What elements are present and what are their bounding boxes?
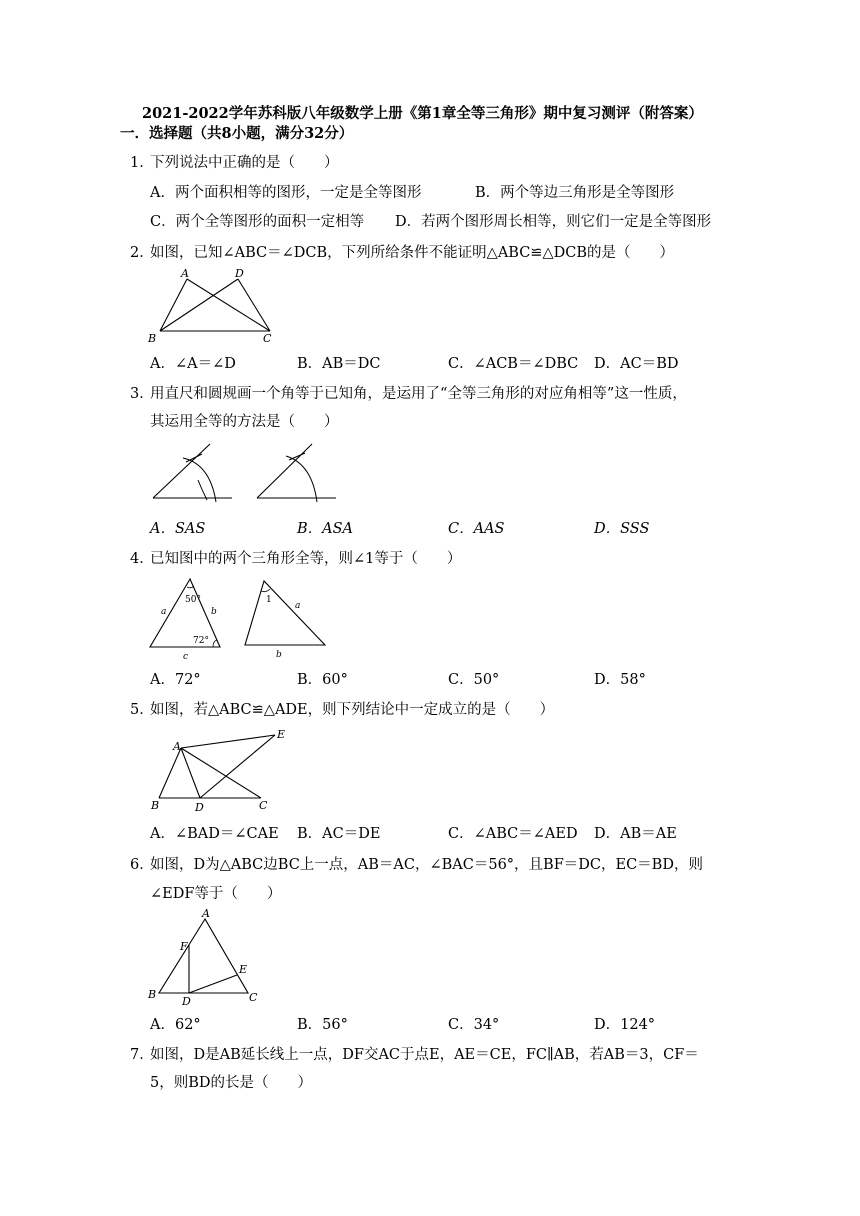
q1-number: 1． (130, 155, 154, 171)
q7-stem: 如图，D是AB延长线上一点，DF交AC于点E，AE＝CE，FC∥AB，若AB＝3，CF＝ (150, 1047, 699, 1063)
q2-label-b: B (148, 332, 157, 345)
q6-option-a: A．62° (150, 1017, 201, 1033)
q1-option-a: A．两个面积相等的图形，一定是全等图形 (150, 185, 422, 201)
q6-label-b: B (148, 988, 157, 1001)
q6-option-d: D．124° (594, 1017, 656, 1033)
q4-figure-left (145, 575, 225, 665)
q4-stem: 已知图中的两个三角形全等，则∠1等于（ ） (150, 551, 462, 567)
q4-angle-1: 1 (266, 595, 272, 605)
q3-figure-left (150, 440, 240, 510)
q4-angle-72: 72° (193, 636, 209, 646)
q1-option-c: C．两个全等图形的面积一定相等 (150, 214, 365, 230)
q6-label-e: E (239, 963, 248, 976)
q4-option-b: B．60° (297, 672, 348, 688)
q4-right-label-a: a (295, 601, 301, 611)
q2-option-b: B．AB＝DC (297, 356, 381, 372)
q2-option-c: C．∠ACB＝∠DBC (448, 356, 579, 372)
q5-label-d: D (195, 801, 204, 814)
q4-figure-right (240, 575, 330, 665)
q6-label-f: F (180, 940, 188, 953)
q6-label-a: A (202, 907, 210, 920)
q2-option-d: D．AC＝BD (594, 356, 679, 372)
q3-option-c: C．AAS (448, 521, 505, 537)
q4-option-d: D．58° (594, 672, 646, 688)
q2-label-d: D (235, 267, 244, 280)
q4-left-label-b: b (211, 607, 217, 617)
q5-option-c: C．∠ABC＝∠AED (448, 826, 578, 842)
q5-label-a: A (173, 740, 181, 753)
q3-stem-cont: 其运用全等的方法是（ ） (150, 414, 339, 430)
q6-stem-cont: ∠EDF等于（ ） (150, 886, 282, 902)
q6-stem: 如图，D为△ABC边BC上一点，AB＝AC，∠BAC＝56°，且BF＝DC，EC＝BD，则 (150, 857, 703, 873)
q3-figure-right (254, 440, 344, 510)
q4-left-label-a: a (161, 607, 167, 617)
q4-option-a: A．72° (150, 672, 201, 688)
q5-stem: 如图，若△ABC≌△ADE，则下列结论中一定成立的是（ ） (150, 702, 555, 718)
q3-option-b: B．ASA (297, 521, 354, 537)
q7-number: 7． (130, 1047, 154, 1063)
q5-label-b: B (151, 799, 160, 812)
q4-angle-50: 50° (185, 595, 201, 605)
q6-label-c: C (249, 991, 258, 1004)
q3-number: 3． (130, 386, 154, 402)
q3-option-d: D．SSS (594, 521, 650, 537)
q4-right-label-b: b (276, 650, 282, 660)
q2-label-a: A (181, 267, 189, 280)
q6-label-d: D (182, 995, 191, 1008)
q5-option-b: B．AC＝DE (297, 826, 381, 842)
q6-option-b: B．56° (297, 1017, 348, 1033)
q6-option-c: C．34° (448, 1017, 500, 1033)
q5-option-d: D．AB＝AE (594, 826, 677, 842)
q7-stem-cont: 5，则BD的长是（ ） (150, 1075, 313, 1091)
q2-label-c: C (263, 332, 272, 345)
doc-title: 2021-2022学年苏科版八年级数学上册《第1章全等三角形》期中复习测评（附答案） (142, 105, 703, 122)
q1-option-b: B．两个等边三角形是全等图形 (475, 185, 675, 201)
q2-option-a: A．∠A＝∠D (150, 356, 236, 372)
q2-figure (145, 268, 295, 348)
q4-left-label-c: c (183, 652, 189, 662)
q5-figure (145, 725, 305, 815)
q6-figure (145, 906, 265, 1006)
q6-number: 6． (130, 857, 154, 873)
q3-stem: 用直尺和圆规画一个角等于已知角，是运用了“全等三角形的对应角相等”这一性质， (150, 386, 687, 402)
section-heading: 一．选择题（共8小题，满分32分） (120, 125, 354, 142)
q1-stem: 下列说法中正确的是（ ） (150, 155, 339, 171)
q3-option-a: A．SAS (150, 521, 206, 537)
q1-option-d: D．若两个图形周长相等，则它们一定是全等图形 (395, 214, 712, 230)
q5-label-c: C (259, 799, 268, 812)
q4-option-c: C．50° (448, 672, 500, 688)
q2-stem: 如图，已知∠ABC＝∠DCB，下列所给条件不能证明△ABC≌△DCB的是（ ） (150, 245, 674, 261)
q5-label-e: E (277, 728, 286, 741)
q2-number: 2． (130, 245, 154, 261)
q5-option-a: A．∠BAD＝∠CAE (150, 826, 279, 842)
q5-number: 5． (130, 702, 154, 718)
q4-number: 4． (130, 551, 154, 567)
